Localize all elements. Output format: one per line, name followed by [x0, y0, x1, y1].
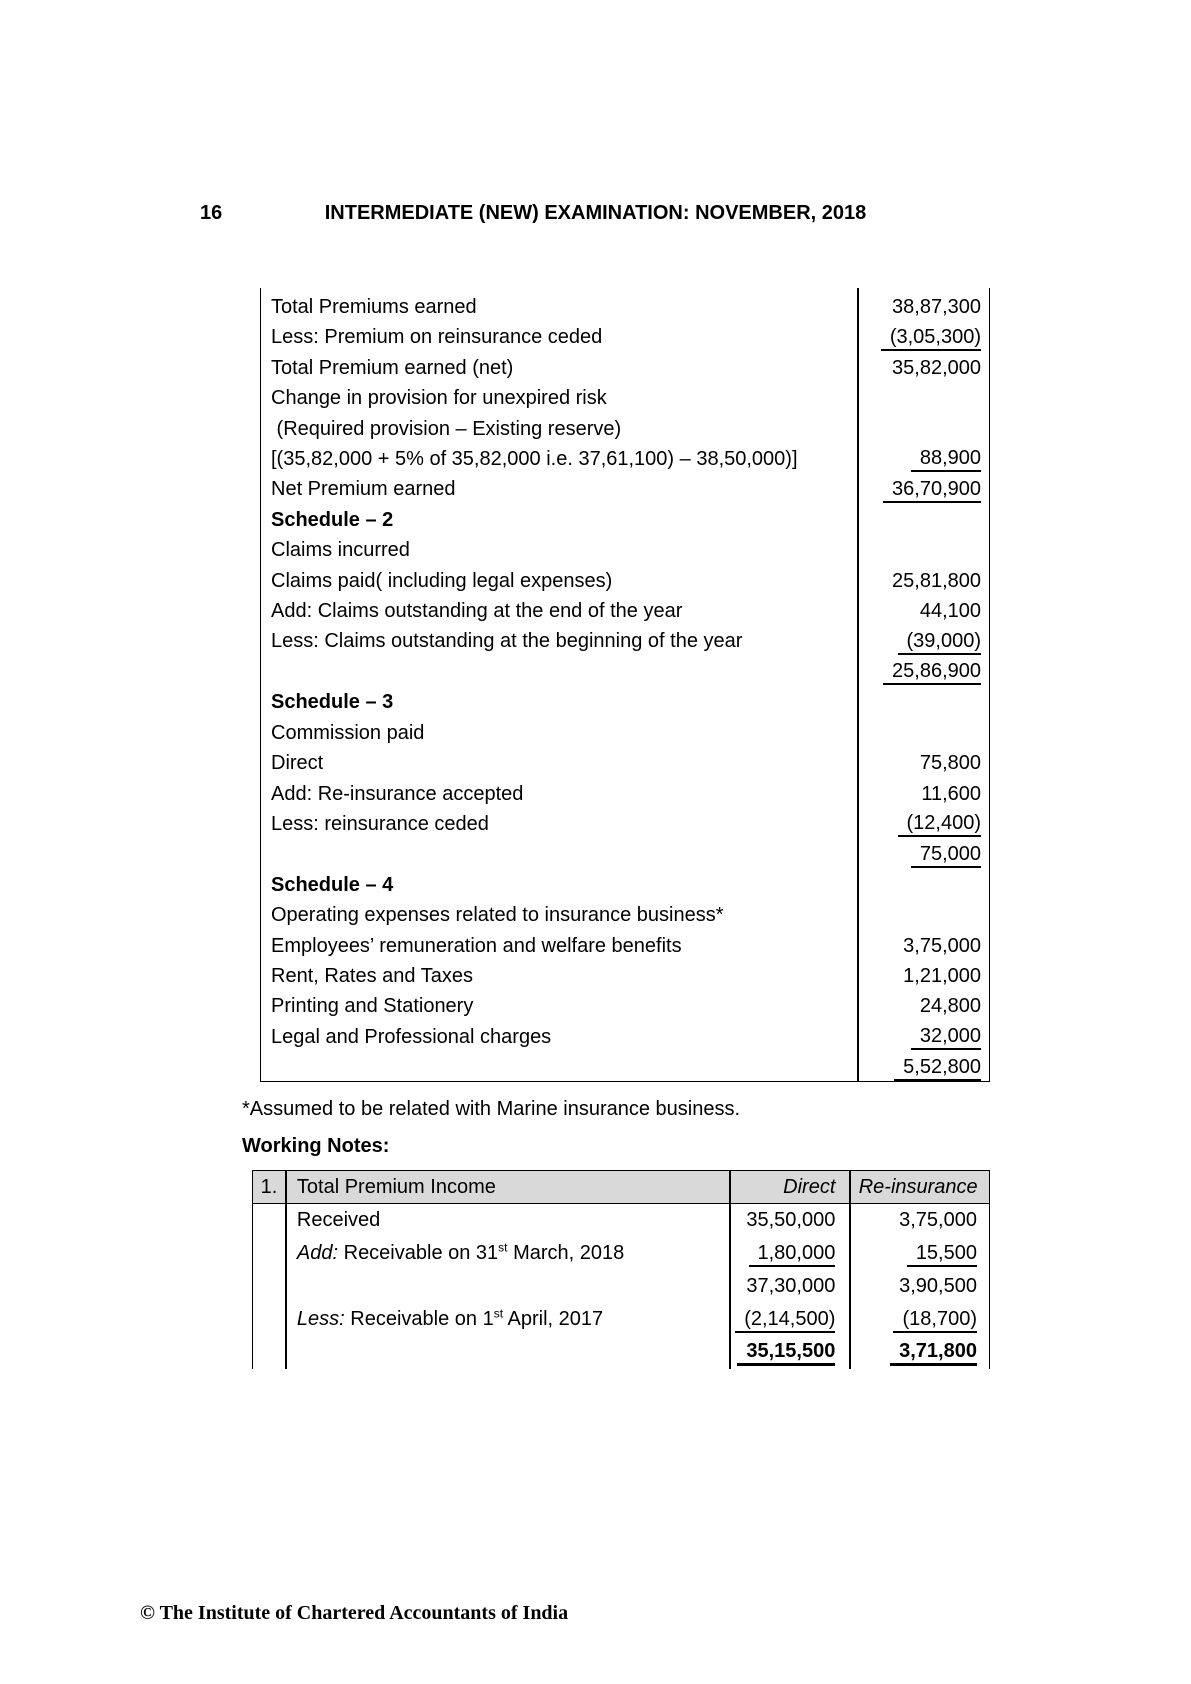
amount-underlined: (3,05,300) — [881, 325, 981, 351]
row-amount — [855, 535, 989, 565]
row-description — [285, 1209, 728, 1232]
description-line: Change in provision for unexpired risk — [271, 387, 607, 410]
row-amount: 75,800 — [919, 752, 981, 775]
description-line: (Required provision – Existing reserve) — [271, 417, 622, 440]
row-amount — [855, 383, 989, 474]
row-description — [261, 839, 855, 869]
working-notes-label: Working Notes: — [242, 1135, 390, 1157]
row-amount — [855, 474, 989, 504]
description-text: Received — [296, 1209, 381, 1231]
amount-underlined: (12,400) — [898, 811, 982, 837]
reinsurance-amount — [847, 1339, 989, 1366]
row-amount — [855, 839, 989, 869]
row-amount: 44,100 — [919, 600, 981, 623]
row-description: Commission paid — [271, 721, 425, 744]
row-amount: 11,600 — [921, 782, 981, 805]
row-amount: 1,21,000 — [903, 964, 981, 987]
row-description: Operating expenses related to insurance business* — [271, 904, 724, 927]
row-amount — [855, 718, 989, 748]
row-amount: 25,81,800 — [892, 569, 981, 592]
amount-underlined: 15,500 — [907, 1241, 977, 1267]
row-description: Schedule – 2 — [271, 508, 394, 531]
schedule-table-rows — [261, 292, 989, 1083]
amount-underlined: 35,15,500 — [737, 1339, 835, 1366]
table-row — [253, 1270, 989, 1303]
table-row — [253, 1237, 989, 1270]
table-row — [261, 1022, 989, 1052]
table-row — [261, 505, 989, 535]
table-row — [261, 779, 989, 809]
table-row — [261, 748, 989, 778]
table-row — [261, 961, 989, 991]
row-description — [261, 383, 855, 474]
row-description: Legal and Professional charges — [271, 1025, 552, 1048]
table-row — [261, 535, 989, 565]
table-row — [261, 870, 989, 900]
table-row — [261, 687, 989, 717]
direct-amount — [728, 1241, 848, 1267]
working-notes-table — [252, 1170, 990, 1369]
description-text: st — [498, 1240, 508, 1255]
amount-underlined: (39,000) — [898, 629, 982, 655]
table-row — [261, 322, 989, 352]
row-description: Less: reinsurance ceded — [271, 812, 489, 835]
description-text: Less: — [296, 1308, 345, 1330]
direct-amount: 37,30,000 — [746, 1275, 836, 1297]
row-amount — [855, 505, 989, 535]
row-description — [285, 1308, 728, 1331]
description-text: April, 2017 — [503, 1308, 604, 1330]
direct-amount — [728, 1339, 848, 1366]
table-row — [261, 900, 989, 930]
table-row — [261, 596, 989, 626]
row-amount: 35,82,000 — [892, 356, 981, 379]
row-description: Rent, Rates and Taxes — [271, 964, 473, 987]
reinsurance-amount — [847, 1307, 989, 1333]
amount-underlined: (18,700) — [893, 1307, 977, 1333]
description-text: Receivable on 1 — [344, 1308, 494, 1330]
working-notes-body — [253, 1204, 989, 1369]
row-description: Add: Re-insurance accepted — [271, 782, 524, 805]
column-divider — [857, 288, 859, 1081]
row-amount: 24,800 — [919, 995, 981, 1018]
schedule-table — [260, 288, 990, 1082]
amount-underlined: 3,71,800 — [890, 1339, 977, 1366]
row-description: Printing and Stationery — [271, 995, 474, 1018]
description-line: [(35,82,000 + 5% of 35,82,000 i.e. 37,61,100) – 38,50,000)] — [271, 448, 798, 471]
row-description: Total Premiums earned — [271, 296, 477, 318]
table-row — [261, 1052, 989, 1082]
row-amount — [855, 809, 989, 839]
row-description — [261, 657, 855, 687]
row-description — [285, 1242, 728, 1265]
row-amount: 3,75,000 — [903, 934, 981, 957]
table-row — [253, 1303, 989, 1336]
row-description — [261, 1052, 855, 1082]
table-row — [261, 292, 989, 322]
description-text: Add: — [296, 1242, 339, 1264]
footnote: *Assumed to be related with Marine insurance business. — [242, 1098, 741, 1120]
column-divider — [729, 1171, 731, 1369]
column-divider — [849, 1171, 851, 1369]
row-amount: 38,87,300 — [892, 296, 981, 318]
table-row — [261, 474, 989, 504]
row-description: Add: Claims outstanding at the end of the year — [271, 600, 683, 623]
row-amount — [855, 657, 989, 687]
footer-copyright: © The Institute of Chartered Accountants of India — [140, 1602, 569, 1624]
row-description: Net Premium earned — [271, 478, 456, 501]
row-description: Schedule – 3 — [271, 691, 394, 714]
table-row — [261, 383, 989, 474]
amount-underlined: 32,000 — [911, 1024, 981, 1050]
row-amount — [855, 1022, 989, 1052]
amount-underlined: 1,80,000 — [749, 1241, 836, 1267]
note-number: 1. — [260, 1175, 278, 1198]
amount-underlined: 88,900 — [911, 446, 981, 472]
amount-underlined: 75,000 — [911, 842, 981, 868]
reinsurance-amount: 3,75,000 — [899, 1209, 977, 1231]
row-amount — [855, 900, 989, 930]
table-row — [261, 991, 989, 1021]
row-amount — [855, 626, 989, 656]
row-description: Total Premium earned (net) — [271, 356, 514, 379]
row-amount — [855, 870, 989, 900]
table-row — [253, 1204, 989, 1237]
row-amount — [855, 687, 989, 717]
row-amount — [855, 1052, 989, 1082]
row-description: Schedule – 4 — [271, 873, 394, 896]
table-row — [253, 1336, 989, 1369]
direct-amount — [728, 1307, 848, 1333]
table-row — [261, 839, 989, 869]
table-row — [261, 809, 989, 839]
table-row — [261, 657, 989, 687]
direct-amount: 35,50,000 — [746, 1209, 836, 1231]
page-header-title: INTERMEDIATE (NEW) EXAMINATION: NOVEMBER, 2018 — [324, 202, 867, 224]
page-number: 16 — [200, 202, 223, 224]
amount-underlined: 36,70,900 — [883, 477, 981, 503]
description-text: st — [493, 1306, 504, 1321]
row-description: Claims paid( including legal expenses) — [271, 569, 613, 592]
amount-underlined: (2,14,500) — [735, 1307, 835, 1333]
table-row — [261, 353, 989, 383]
amount-underlined: 5,52,800 — [894, 1055, 981, 1081]
reinsurance-amount — [847, 1241, 989, 1267]
column-header-reinsurance: Re-insurance — [858, 1175, 978, 1198]
row-description: Employees’ remuneration and welfare benefits — [271, 934, 682, 957]
row-description: Less: Premium on reinsurance ceded — [271, 326, 603, 349]
reinsurance-amount: 3,90,500 — [899, 1275, 977, 1297]
description-text: Receivable on 31 — [338, 1242, 499, 1264]
working-notes-header-row — [253, 1171, 989, 1204]
description-text: March, 2018 — [507, 1242, 625, 1264]
table-row — [261, 566, 989, 596]
table-row — [261, 718, 989, 748]
note-title: Total Premium Income — [296, 1175, 496, 1198]
row-amount — [855, 322, 989, 352]
row-description: Claims incurred — [271, 539, 410, 562]
row-description: Direct — [271, 752, 324, 775]
column-divider — [285, 1171, 287, 1369]
row-description: Less: Claims outstanding at the beginning of the year — [271, 630, 743, 653]
column-header-direct: Direct — [783, 1175, 836, 1198]
table-row — [261, 931, 989, 961]
amount-underlined: 25,86,900 — [883, 659, 981, 685]
table-row — [261, 626, 989, 656]
